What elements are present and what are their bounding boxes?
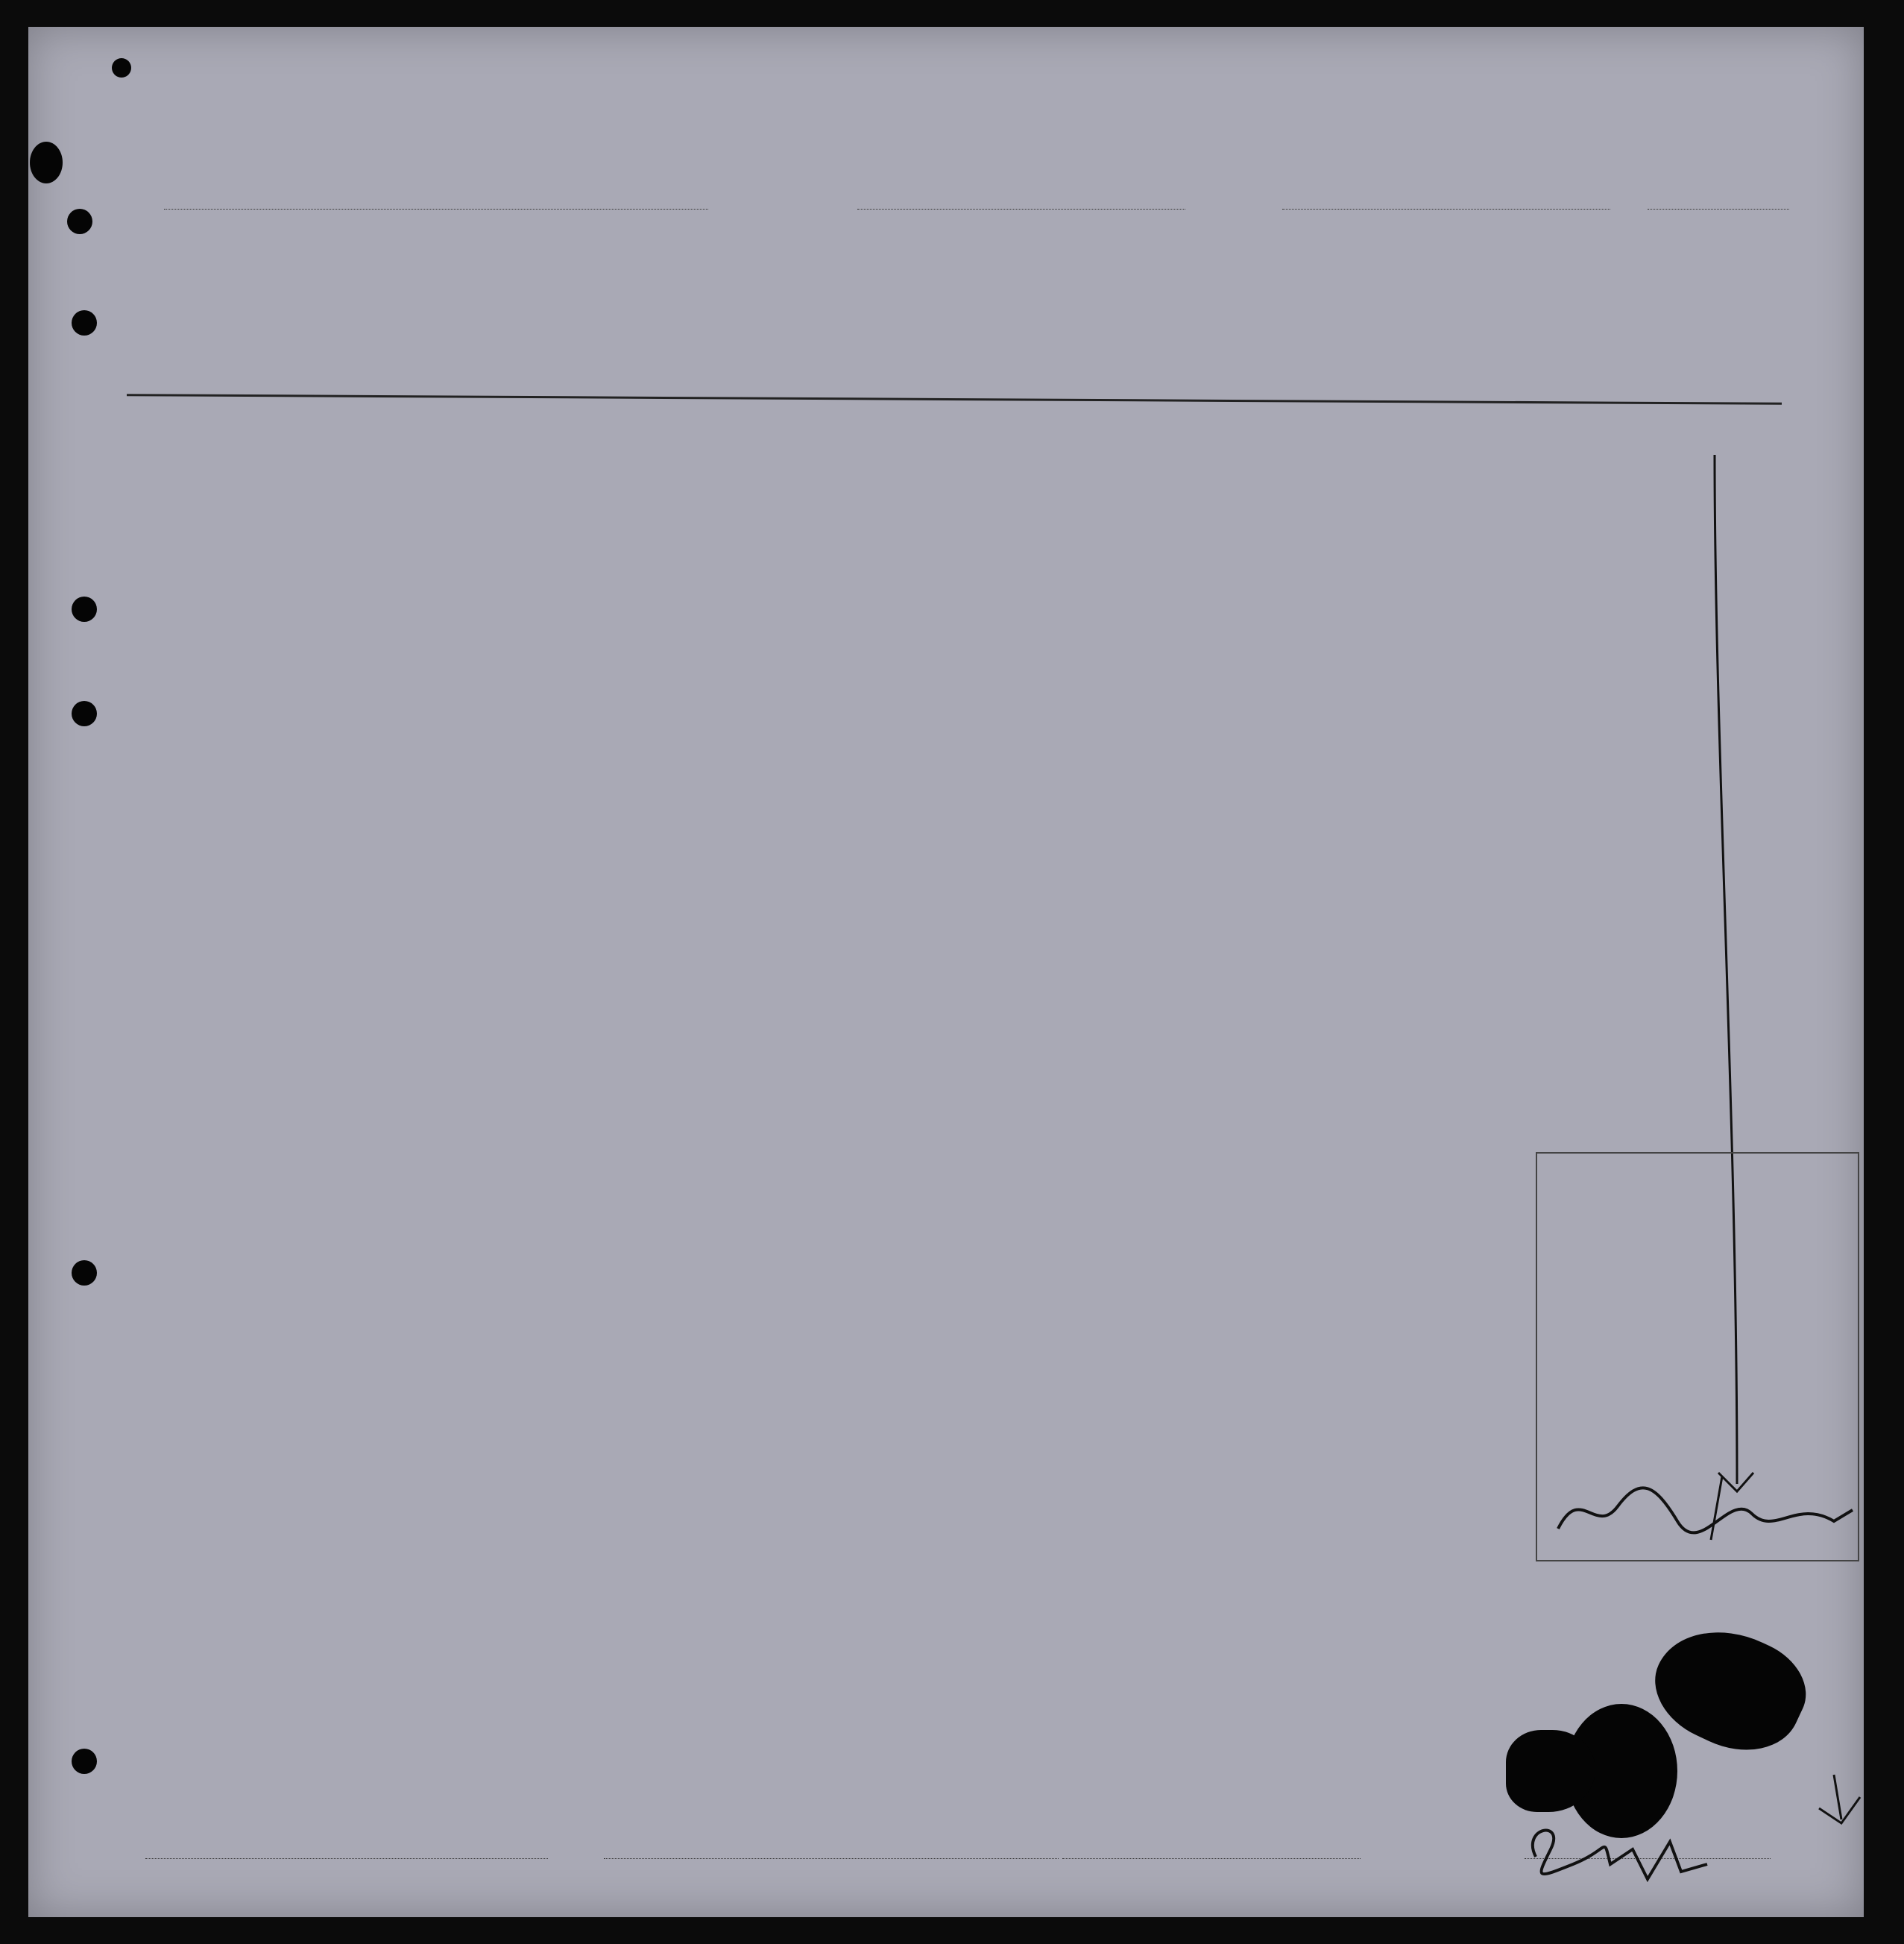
owners-field [604, 1858, 1059, 1859]
agents-field [1062, 1858, 1361, 1859]
officer-signature [1521, 1812, 1715, 1894]
consul-signature [1551, 1469, 1864, 1551]
line-field [145, 1858, 548, 1859]
